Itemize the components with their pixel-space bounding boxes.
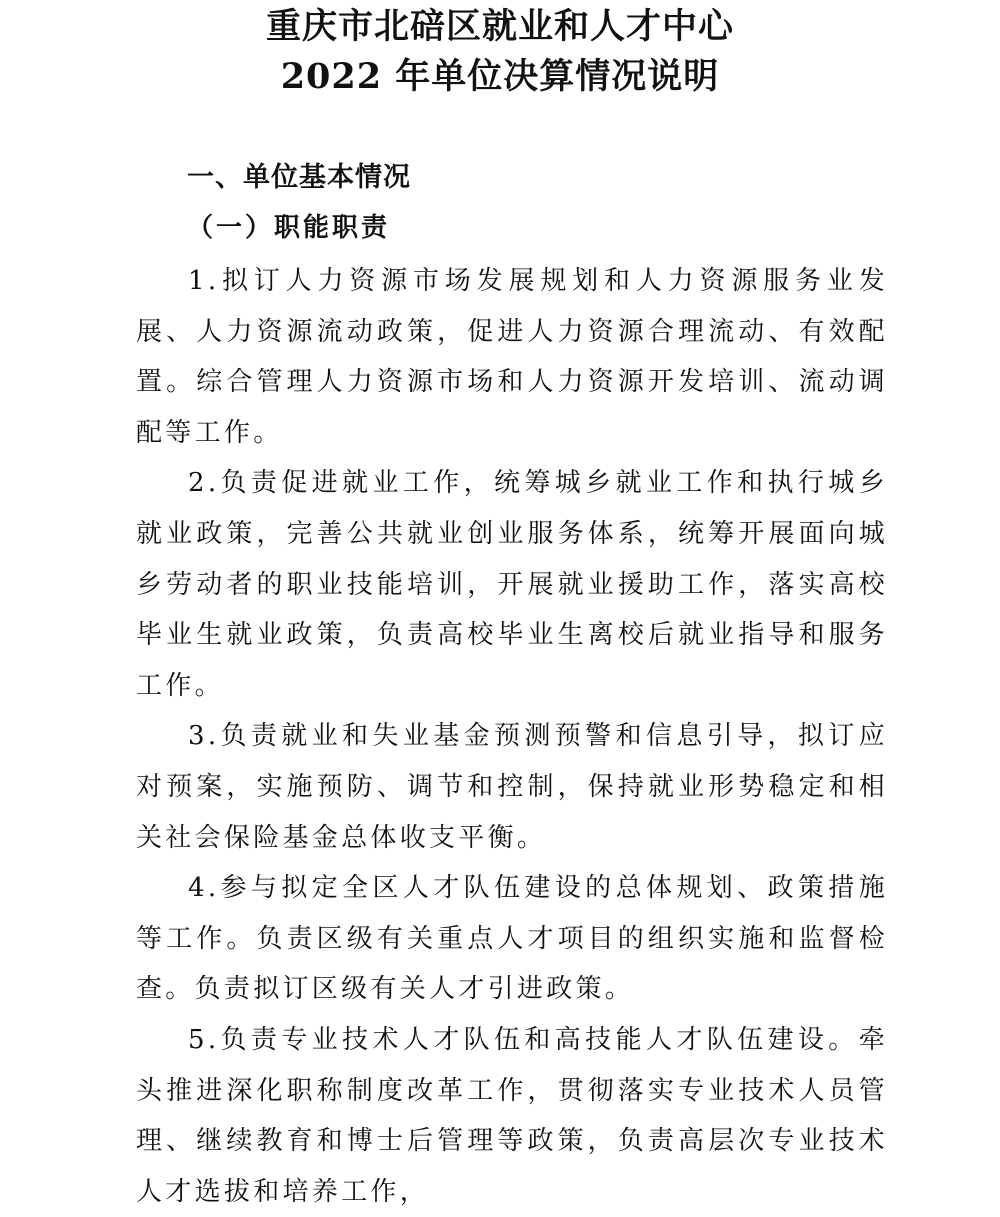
paragraph-1: 1.拟订人力资源市场发展规划和人力资源服务业发展、人力资源流动政策，促进人力资源合理流动、有效配置。综合管理人力资源市场和人力资源开发培训、流动调配等工作。 [136, 266, 888, 448]
paragraph-2: 2.负责促进就业工作，统筹城乡就业工作和执行城乡就业政策，完善公共就业创业服务体系，统筹开展面向城乡劳动者的职业技能培训，开展就业援助工作，落实高校毕业生就业政策，负责高校毕业生离校后就业指导和服务工作。 [136, 468, 888, 701]
paragraph-3: 3.负责就业和失业基金预测预警和信息引导，拟订应对预案，实施预防、调节和控制，保持就业形势稳定和相关社会保险基金总体收支平衡。 [136, 721, 888, 853]
section-heading-basic-info: 一、单位基本情况 [187, 162, 411, 193]
document-title-line1: 重庆市北碚区就业和人才中心 [265, 6, 734, 47]
document-body [136, 256, 888, 1217]
subsection-heading-functions: （一）职能职责 [187, 213, 391, 243]
paragraph-4: 4.参与拟定全区人才队伍建设的总体规划、政策措施等工作。负责区级有关重点人才项目的组织实施和监督检查。负责拟订区级有关人才引进政策。 [136, 873, 888, 1005]
document-title-line2: 2022 年单位决算情况说明 [280, 56, 720, 97]
paragraph-5: 5.负责专业技术人才队伍和高技能人才队伍建设。牵头推进深化职称制度改革工作，贯彻落实专业技术人员管理、继续教育和博士后管理等政策，负责高层次专业技术人才选拔和培养工作， [136, 1024, 888, 1207]
